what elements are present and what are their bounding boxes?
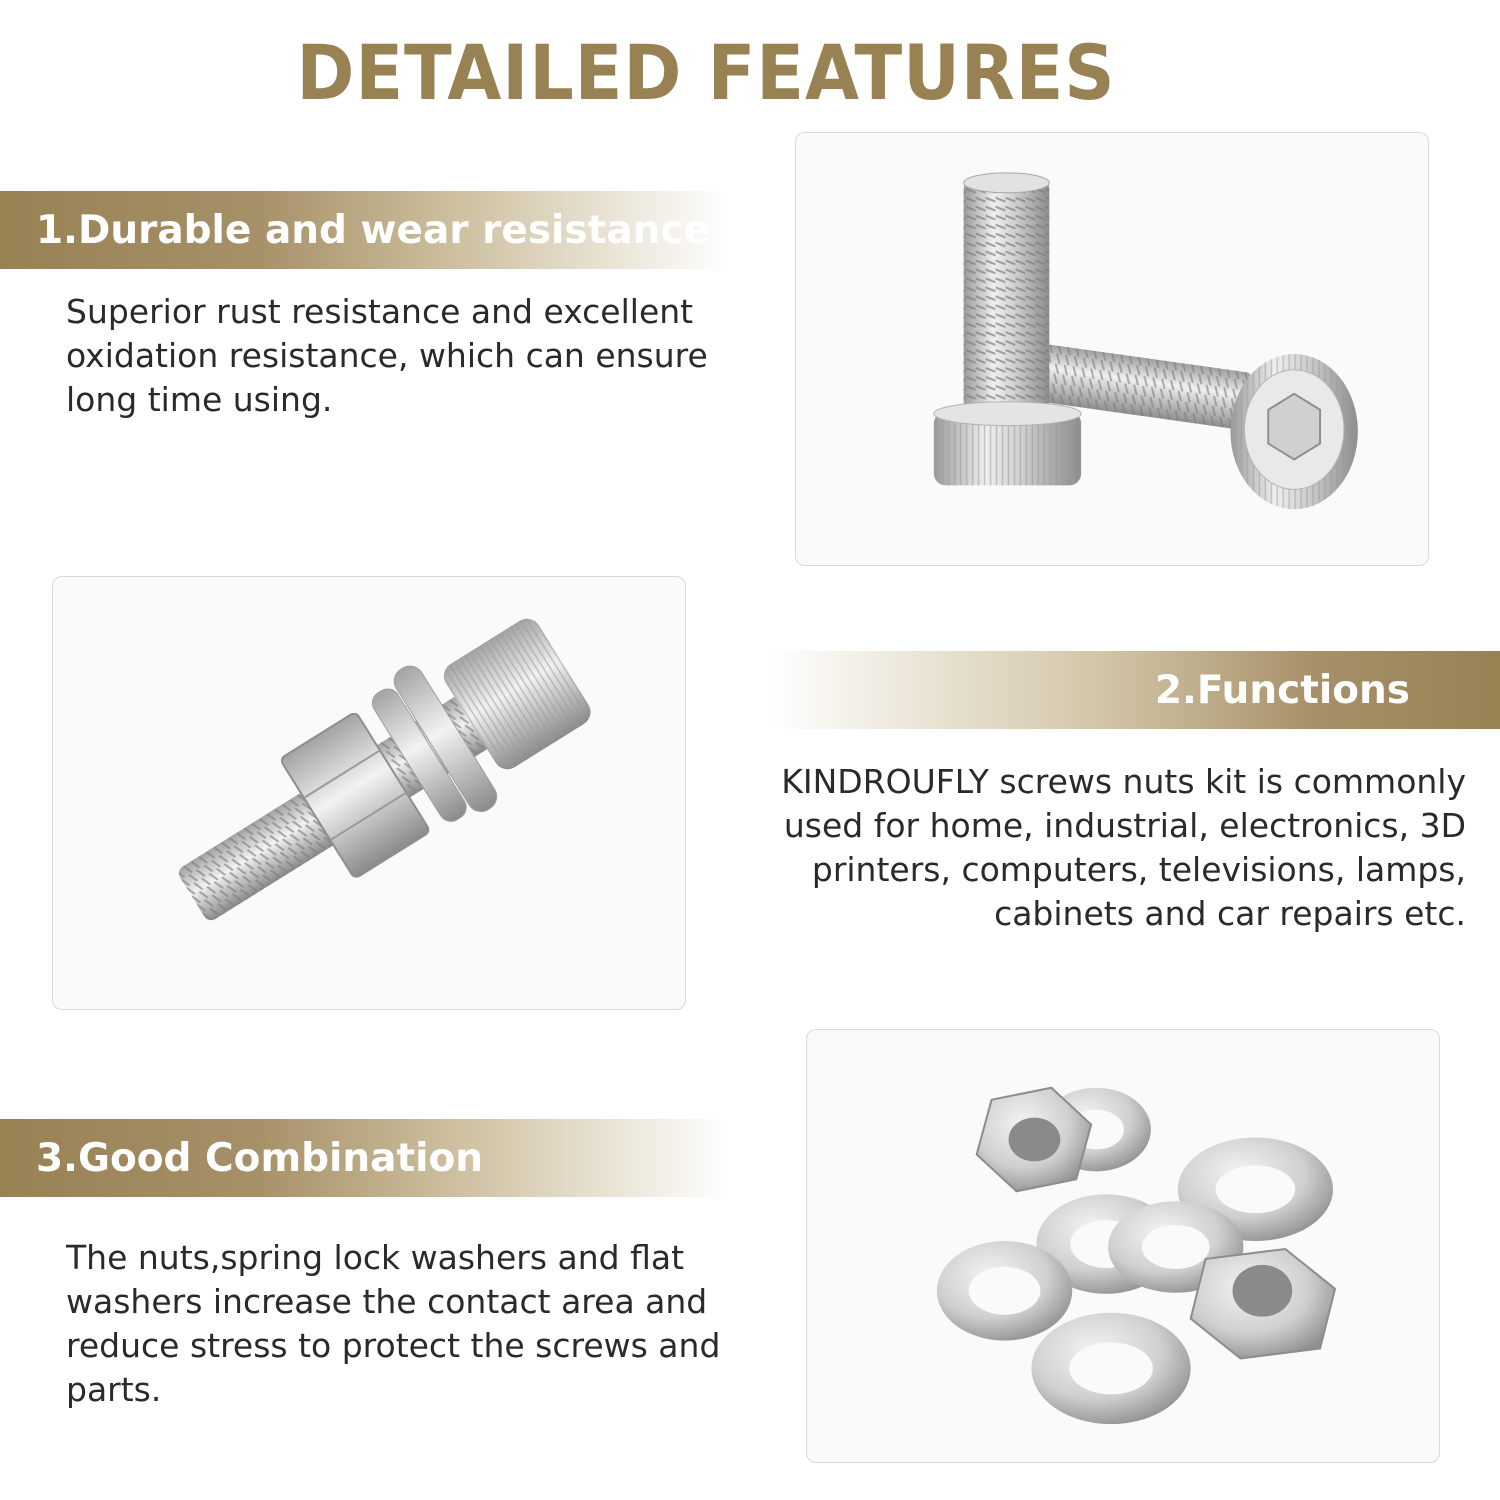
feature-1-banner (0, 191, 730, 269)
nuts-washers-illustration (807, 1030, 1439, 1462)
screws-illustration (796, 133, 1428, 565)
feature-2-heading: 2.Functions (1154, 667, 1410, 713)
photo-socket-head-screws (795, 132, 1429, 566)
assembly-illustration (53, 577, 685, 1009)
feature-2-banner (770, 651, 1500, 729)
page-title: DETAILED FEATURES (296, 28, 1116, 117)
feature-1-description: Superior rust resistance and excellent oxidation resistance, which can ensure long time using. (66, 292, 708, 419)
hex-nut-right (1191, 1249, 1335, 1358)
photo-screw-washer-nut-assembly (52, 576, 686, 1010)
photo-nuts-and-washers (806, 1029, 1440, 1463)
feature-3-heading: 3.Good Combination (36, 1135, 484, 1181)
feature-2-description: KINDROUFLY screws nuts kit is commonly used for home, industrial, electronics, 3D printers, computers, televisions, lamps, cabinets and car repairs etc. (781, 762, 1466, 933)
feature-1-heading: 1.Durable and wear resistance (36, 207, 710, 253)
standing-screw (934, 173, 1081, 486)
washer-bottom (1031, 1313, 1190, 1424)
feature-3-description: The nuts,spring lock washers and flat washers increase the contact area and reduce stress to protect the screws and parts. (66, 1238, 721, 1409)
washer-left (937, 1241, 1072, 1341)
feature-3-banner (0, 1119, 730, 1197)
lying-screw (1037, 344, 1358, 509)
